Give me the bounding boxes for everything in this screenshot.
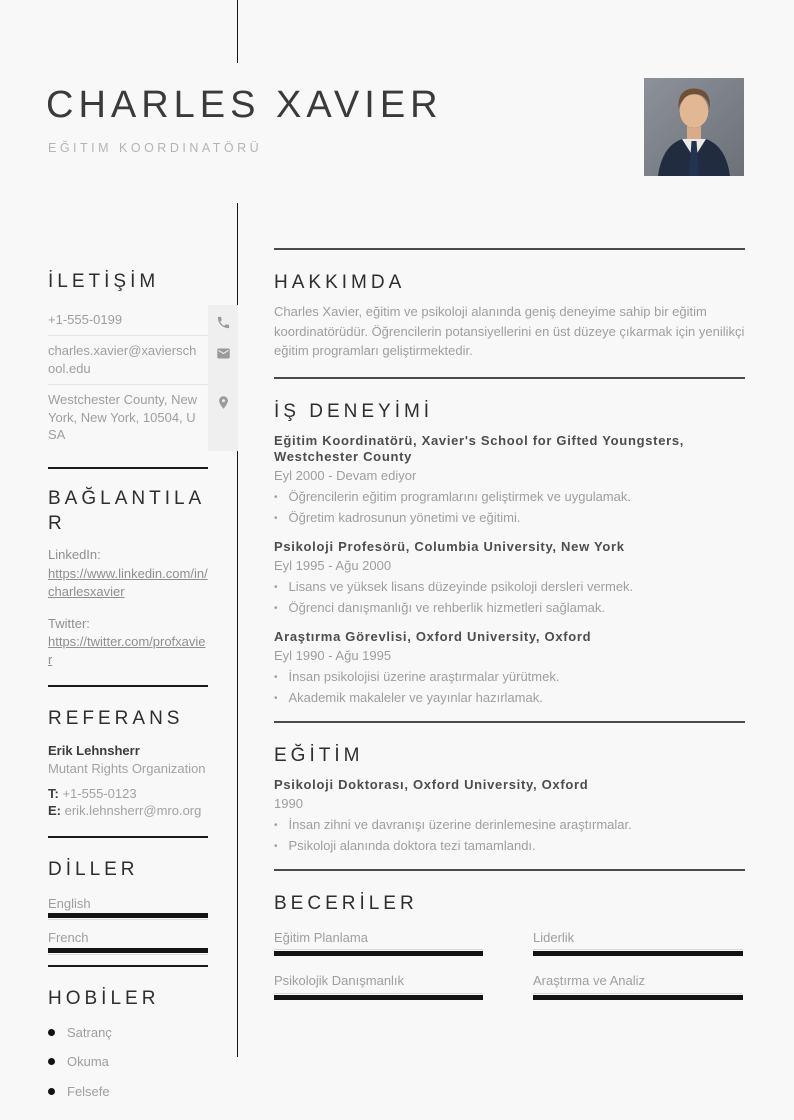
bullet-icon: • [274, 492, 278, 504]
hobby-label: Satranç [67, 1024, 112, 1040]
links-heading: BAĞLANTILAR [48, 487, 206, 534]
experience-heading: İŞ DENEYİMİ [274, 400, 434, 422]
language-name: English [48, 895, 91, 911]
person-job-title: EĞITIM KOORDINATÖRÜ [48, 141, 263, 155]
top-divider-line [237, 0, 238, 63]
language-name: French [48, 930, 89, 946]
reference-phone-label: T: [48, 786, 59, 802]
reference-block [48, 742, 238, 820]
job-bullet [274, 669, 745, 686]
skill-item [533, 929, 743, 957]
job-dates: Eyl 1995 - Ağu 2000 [274, 558, 392, 574]
experience-entry [274, 629, 745, 707]
job-bullet [274, 600, 745, 617]
skill-name: Liderlik [533, 929, 575, 945]
mail-icon [208, 336, 238, 385]
skill-bar-track [274, 949, 483, 950]
reference-email-row [48, 803, 238, 820]
degree-dates: 1990 [274, 795, 303, 811]
hobby-item [48, 1083, 238, 1101]
twitter-link[interactable]: https://twitter.com/profxavier [48, 634, 206, 668]
bullet-icon: • [274, 602, 278, 614]
linkedin-label: LinkedIn: [48, 547, 101, 563]
job-bullet [274, 579, 745, 596]
skills-heading: BECERİLER [274, 892, 418, 914]
skill-bar-track [533, 993, 743, 994]
twitter-label: Twitter: [48, 615, 90, 631]
bullet-icon: • [274, 671, 278, 683]
skill-level-bar [274, 951, 483, 956]
bullet-text: Öğrencilerin eğitim programlarını geliştirmek ve uygulamak. [288, 489, 631, 505]
profile-photo-illustration [644, 78, 744, 176]
hobby-label: Felsefe [67, 1083, 110, 1099]
reference-phone-row [48, 786, 238, 803]
bullet-icon: • [274, 840, 278, 852]
bullet-icon: • [274, 513, 278, 525]
bullet-icon [48, 1088, 55, 1095]
experience-entry [274, 539, 745, 617]
language-bar-track [48, 919, 208, 920]
job-dates: Eyl 1990 - Ağu 1995 [274, 647, 392, 663]
job-title: Eğitim Koordinatörü, Xavier's School for Gifted Youngsters, Westchester County [274, 432, 685, 465]
bullet-text: İnsan psikolojisi üzerine araştırmalar yürütmek. [288, 668, 560, 684]
section-rule [274, 721, 745, 723]
reference-email-label: E: [48, 803, 61, 819]
degree-bullet [274, 838, 745, 855]
link-item-twitter [48, 615, 208, 670]
skill-item [533, 972, 743, 1000]
bullet-icon: • [274, 692, 278, 704]
section-rule [274, 248, 745, 250]
bullet-icon: • [274, 819, 278, 831]
skill-level-bar [533, 951, 743, 956]
sidebar-section-rule [48, 965, 208, 967]
section-rule [274, 377, 745, 379]
languages-list [48, 895, 208, 955]
bullet-text: Akademik makaleler ve yayınlar hazırlamak. [288, 689, 543, 705]
bullet-icon: • [274, 581, 278, 593]
languages-heading: DİLLER [48, 859, 139, 881]
person-name: CHARLES XAVIER [46, 84, 443, 126]
reference-phone: +1-555-0123 [62, 786, 137, 802]
reference-name: Erik Lehnsherr [48, 743, 140, 759]
degree-bullet [274, 817, 745, 834]
bullet-text: İnsan zihni ve davranışı üzerine derinlemesine araştırmalar. [288, 816, 632, 832]
language-item-english [48, 895, 208, 921]
about-heading: HAKKIMDA [274, 272, 406, 293]
experience-entry [274, 433, 745, 528]
job-title: Araştırma Görevlisi, Oxford University, Oxford [274, 628, 592, 644]
skill-level-bar [274, 995, 483, 1000]
sidebar [48, 270, 238, 1100]
job-bullet [274, 489, 745, 506]
contact-list [48, 305, 238, 451]
skill-name: Psikolojik Danışmanlık [274, 973, 405, 989]
profile-photo [644, 78, 744, 176]
skill-bar-track [274, 993, 483, 994]
language-item-french [48, 929, 208, 955]
sidebar-section-rule [48, 836, 208, 838]
skill-item [274, 929, 483, 957]
hobbies-list [48, 1024, 238, 1101]
skill-name: Eğitim Planlama [274, 929, 368, 945]
education-heading: EĞİTİM [274, 744, 364, 766]
skill-name: Araştırma ve Analiz [533, 973, 645, 989]
bullet-text: Lisans ve yüksek lisans düzeyinde psikoloji dersleri vermek. [288, 578, 634, 594]
skills-grid [274, 929, 745, 1000]
skill-level-bar [533, 995, 743, 1000]
language-bar-track [48, 954, 208, 955]
phone-number: +1-555-0199 [48, 305, 208, 337]
location-icon [208, 385, 238, 451]
job-title: Psikoloji Profesörü, Columbia University, New York [274, 539, 625, 555]
sidebar-section-rule [48, 685, 208, 687]
job-dates: Eyl 2000 - Devam ediyor [274, 468, 417, 484]
phone-icon [208, 305, 238, 337]
sidebar-section-rule [48, 467, 208, 469]
bullet-text: Öğrenci danışmanlığı ve rehberlik hizmetleri sağlamak. [288, 599, 605, 615]
job-bullet [274, 690, 745, 707]
bullet-icon [48, 1058, 55, 1065]
degree-title: Psikoloji Doktorası, Oxford University, Oxford [274, 776, 589, 792]
hobbies-heading: HOBİLER [48, 987, 160, 1009]
contact-row-address [48, 385, 238, 451]
education-entry [274, 777, 745, 855]
bullet-text: Öğretim kadrosunun yönetimi ve eğitimi. [288, 510, 521, 526]
reference-email: erik.lehnsherr@mro.org [64, 803, 202, 819]
reference-heading: REFERANS [48, 708, 184, 730]
address-text: Westchester County, New York, New York, 10504, USA [48, 392, 198, 443]
language-level-bar [48, 913, 208, 918]
about-text: Charles Xavier, eğitim ve psikoloji alanında geniş deneyime sahip bir eğitim koordinatörüdür. Öğrencilerin potansiyellerini en üst düzeye çıkarmak için yenilikçi eğitim programları geliştirmektedir. [274, 304, 745, 358]
hobby-item [48, 1053, 238, 1071]
bullet-icon [48, 1029, 55, 1036]
contact-heading: İLETİŞİM [48, 271, 160, 292]
bullet-text: Psikoloji alanında doktora tezi tamamlandı. [288, 837, 536, 853]
contact-row-phone [48, 305, 238, 337]
job-bullet [274, 510, 745, 527]
language-level-bar [48, 948, 208, 953]
linkedin-link[interactable]: https://www.linkedin.com/in/charlesxavier [48, 565, 208, 599]
hobby-item [48, 1024, 238, 1042]
link-item-linkedin [48, 546, 208, 601]
skill-item [274, 972, 483, 1000]
main-content [274, 248, 745, 1000]
reference-organization: Mutant Rights Organization [48, 760, 206, 776]
contact-row-email [48, 336, 238, 385]
skill-bar-track [533, 949, 743, 950]
section-rule [274, 869, 745, 871]
email-address: charles.xavier@xavierschool.edu [48, 336, 208, 385]
hobby-label: Okuma [67, 1054, 109, 1070]
